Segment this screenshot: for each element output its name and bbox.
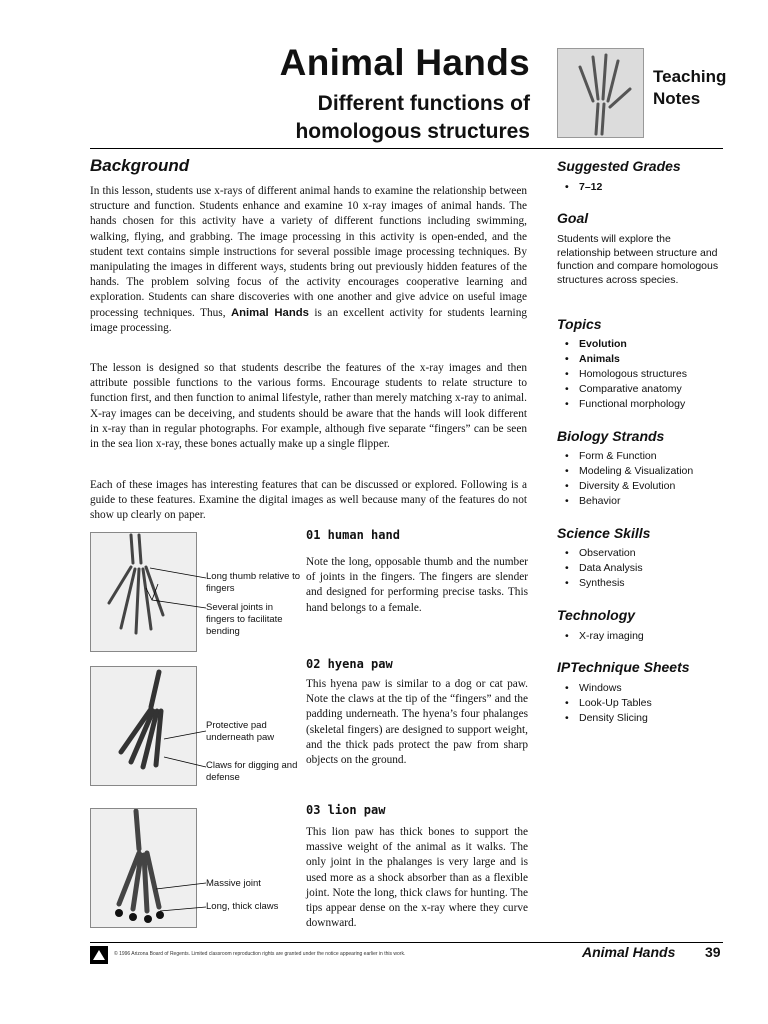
page-number: 39 [705, 944, 721, 960]
teaching-notes-line-2: Notes [653, 89, 701, 108]
list-item: • Diversity & Evolution [565, 479, 693, 494]
callout-massive-joint: Massive joint [206, 878, 261, 889]
ipt-heading: IPTechnique Sheets [557, 659, 690, 675]
background-paragraph-2: The lesson is designed so that students describe the features of the x-ray images and then attribute possible functions to the various forms. Encourage students to relate structure to function first, and then function to animal lifestyle, rather than merely matching x-ray to animal. X-ray images can be deceiving, and students should be aware that the hands will look different in x-ray than in regular photographs. For example, although five separate “fingers” can be seen in the sea lion x-ray, these bones actually make up a single flipper. [90, 362, 527, 451]
section-text-lion-paw: This lion paw has thick bones to support the massive weight of the animal as it walks. The only joint in the phalanges is very large and is used more as a shock absorber than as a flexible joint. Note the long, thick claws for hunting. The tips appear dense on the x-ray where they curve downward. [306, 826, 528, 930]
goal-text: Students will explore the relationship between structure and function and compare homologous structures across species. [557, 233, 719, 286]
list-item: • Evolution [565, 337, 687, 352]
footer-divider [90, 942, 723, 943]
human-hand-leader-lines [140, 560, 210, 620]
callout-protective-pad: Protective pad underneath paw [206, 720, 275, 743]
list-item: • Density Slicing [565, 711, 652, 726]
footer-title: Animal Hands [582, 944, 676, 960]
para1-text-b: is an excellent activity for students learning image processing. [90, 306, 527, 334]
section-heading-human-hand: 01 human hand [306, 528, 400, 542]
list-item: • 7–12 [565, 180, 602, 195]
list-item: • Observation [565, 546, 643, 561]
hand-xray-thumbnail [557, 48, 644, 138]
subtitle-line-2: homologous structures [295, 120, 530, 143]
list-item: • Behavior [565, 494, 693, 509]
callout-long-thumb: Long thumb relative to fingers [206, 571, 301, 594]
background-paragraph-1 [90, 184, 527, 336]
list-item: • Modeling & Visualization [565, 464, 693, 479]
grades-heading: Suggested Grades [557, 158, 681, 174]
teaching-notes-label [653, 66, 733, 110]
publisher-logo-icon [90, 946, 108, 964]
teaching-notes-line-1: Teaching [653, 67, 727, 86]
grades-list [565, 180, 602, 195]
list-item: • Look-Up Tables [565, 696, 652, 711]
callout-claws: Claws for digging and defense [206, 760, 298, 783]
callout-long-claws: Long, thick claws [206, 901, 279, 912]
lion-paw-leader-lines [150, 875, 210, 915]
list-item: • Form & Function [565, 449, 693, 464]
page-title: Animal Hands [279, 42, 530, 83]
goal-heading: Goal [557, 210, 589, 226]
list-item: • Animals [565, 352, 687, 367]
background-paragraph-3: Each of these images has interesting features that can be discussed or explored. Following is a guide to these features. Examine the digital images as well because many of the features do not show up clearly on paper. [90, 479, 527, 522]
hyena-paw-leader-lines [160, 725, 210, 775]
para1-text-a: In this lesson, students use x-rays of different animal hands to examine the relationship between structure and function. Students enhance and examine 10 x-ray images of animal hands. The hands chosen for this activity have a variety of different functions including swimming, walking, flying, and grabbing. The image processing in this activity is open-ended, and the student text contains simple instructions for several possible image processing techniques. By manipulating the images in different ways, students bring out previously hidden features of the hands. The problem solving focus of the activity encourages cooperative learning and exploration. Students can share discoveries with one another and give advice on useful image processing techniques. Thus, [90, 185, 527, 319]
list-item: • Comparative anatomy [565, 382, 687, 397]
background-heading: Background [90, 156, 190, 175]
topics-heading: Topics [557, 316, 602, 332]
skills-heading: Science Skills [557, 525, 651, 541]
list-item: • Functional morphology [565, 397, 687, 412]
hand-xray-icon [558, 49, 643, 137]
section-heading-hyena-paw: 02 hyena paw [306, 657, 393, 671]
header-divider [90, 148, 723, 149]
callout-joints: Several joints in fingers to facilitate bending [206, 602, 283, 637]
technology-list [565, 629, 644, 644]
list-item: • Data Analysis [565, 561, 643, 576]
ipt-list [565, 681, 652, 726]
subtitle-line-1: Different functions of [317, 92, 530, 115]
list-item: • X-ray imaging [565, 629, 644, 644]
skills-list [565, 546, 643, 591]
page-subtitle [200, 90, 530, 146]
para1-bold-title: Animal Hands [230, 306, 309, 319]
footer-copyright: © 1996 Arizona Board of Regents. Limited classroom reproduction rights are granted under the notice appearing earlier in this work. [114, 951, 406, 957]
technology-heading: Technology [557, 607, 636, 623]
section-text-human-hand: Note the long, opposable thumb and the number of joints in the fingers. The fingers are slender and designed for performing precise tasks. This hand belongs to a female. [306, 556, 528, 614]
topics-list [565, 337, 687, 412]
section-text-hyena-paw: This hyena paw is similar to a dog or cat paw. Note the claws at the tip of the “fingers” and the padding underneath. The hyena’s four phalanges (skeletal fingers) are designed to support weight, and the thick pads protect the paw from sharp objects on the ground. [306, 678, 528, 767]
strands-list [565, 449, 693, 509]
list-item: • Homologous structures [565, 367, 687, 382]
strands-heading: Biology Strands [557, 428, 665, 444]
list-item: • Windows [565, 681, 652, 696]
section-heading-lion-paw: 03 lion paw [306, 803, 386, 817]
list-item: • Synthesis [565, 576, 643, 591]
